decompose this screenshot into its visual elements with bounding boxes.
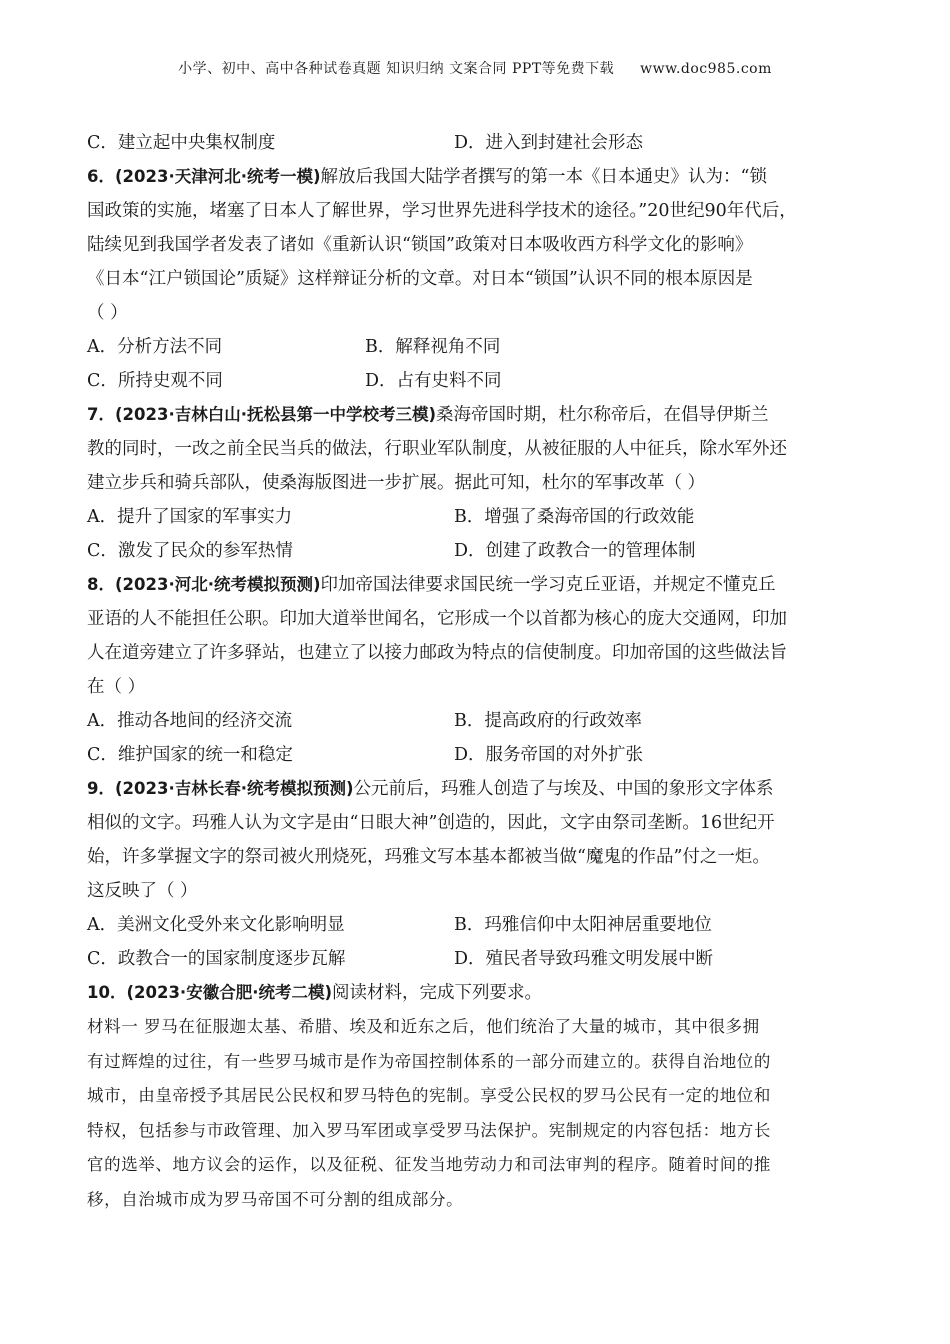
question-10 — [87, 976, 877, 1217]
option-c[interactable]: C．建立起中央集权制度 — [87, 133, 276, 153]
option-d[interactable]: D．创建了政教合一的管理体制 — [454, 541, 696, 561]
question-7 — [87, 398, 877, 568]
material-line: 特权，包括参与市政管理、加入罗马军团或享受罗马法保护。宪制规定的内容包括：地方长 — [87, 1120, 771, 1140]
question-line — [87, 398, 877, 432]
option-c[interactable]: C．政教合一的国家制度逐步瓦解 — [87, 949, 346, 969]
question-line — [87, 568, 877, 602]
question-line — [87, 976, 877, 1010]
option-b[interactable]: B．解释视角不同 — [365, 337, 501, 357]
exam-content — [87, 126, 877, 1217]
question-line: 这反映了（ ） — [87, 881, 198, 901]
question-9 — [87, 772, 877, 976]
question-line: 在（ ） — [87, 677, 146, 697]
header-site-link[interactable]: www.doc985.com — [640, 61, 772, 77]
option-row — [87, 738, 877, 772]
option-b[interactable]: B．提高政府的行政效率 — [454, 711, 642, 731]
question-source: 9．(2023·吉林长春·统考模拟预测) — [87, 779, 354, 798]
option-b[interactable]: B．玛雅信仰中太阳神居重要地位 — [454, 915, 712, 935]
page-header — [0, 58, 950, 78]
question-line: 国政策的实施，堵塞了日本人了解世界，学习世界先进科学技术的途径。”20世纪90年代后， — [87, 201, 797, 221]
material-line: 官的选举、地方议会的运作，以及征税、征发当地劳动力和司法审判的程序。随着时间的推 — [87, 1155, 771, 1174]
option-row — [87, 534, 877, 568]
question-line: 人在道旁建立了许多驿站，也建立了以接力邮政为特点的信使制度。印加帝国的这些做法旨 — [87, 643, 787, 663]
question-source: 6．(2023·天津河北·统考一模) — [87, 167, 321, 186]
option-row — [87, 126, 877, 160]
option-a[interactable]: A．美洲文化受外来文化影响明显 — [87, 915, 345, 935]
option-c[interactable]: C．所持史观不同 — [87, 371, 223, 391]
question-line: 《日本“江户锁国论”质疑》这样辩证分析的文章。对日本“锁国”认识不同的根本原因是 — [87, 269, 753, 289]
question-line: 始，许多掌握文字的祭司被火刑烧死，玛雅文写本基本都被当做“魔鬼的作品”付之一炬。 — [87, 847, 770, 867]
question-line — [87, 772, 877, 806]
material-line: 有过辉煌的过往，有一些罗马城市是作为帝国控制体系的一部分而建立的。获得自治地位的 — [87, 1051, 771, 1071]
option-d[interactable]: D．殖民者导致玛雅文明发展中断 — [454, 949, 714, 969]
question-stem: 公元前后，玛雅人创造了与埃及、中国的象形文字体系 — [353, 779, 774, 799]
option-row — [87, 500, 877, 534]
material-line: 材料一 罗马在征服迦太基、希腊、埃及和近东之后，他们统治了大量的城市，其中很多拥 — [87, 1017, 760, 1036]
question-line: 相似的文字。玛雅人认为文字是由“日眼大神”创造的，因此，文字由祭司垄断。16世纪开 — [87, 813, 775, 833]
question-line: 建立步兵和骑兵部队，使桑海版图进一步扩展。据此可知，杜尔的军事改革（ ） — [87, 473, 706, 493]
material-line: 移，自治城市成为罗马帝国不可分割的组成部分。 — [87, 1189, 464, 1209]
question-6 — [87, 160, 877, 398]
option-row — [87, 330, 877, 364]
question-line: 教的同时，一改之前全民当兵的做法，行职业军队制度，从被征服的人中征兵，除水军外还 — [87, 439, 787, 459]
material-block — [87, 1010, 877, 1217]
option-c[interactable]: C．激发了民众的参军热情 — [87, 541, 293, 561]
question-stem: 阅读材料，完成下列要求。 — [332, 983, 543, 1003]
question-line: 陆续见到我国学者发表了诸如《重新认识“锁国”政策对日本吸收西方科学文化的影响》 — [87, 235, 753, 255]
option-b[interactable]: B．增强了桑海帝国的行政效能 — [454, 507, 695, 527]
question-line — [87, 160, 877, 194]
option-d[interactable]: D．服务帝国的对外扩张 — [454, 745, 644, 765]
question-source: 8．(2023·河北·统考模拟预测) — [87, 575, 321, 594]
option-row — [87, 942, 877, 976]
option-d[interactable]: D．占有史料不同 — [365, 371, 502, 391]
question-source: 10．(2023·安徽合肥·统考二模) — [87, 983, 333, 1002]
option-row — [87, 704, 877, 738]
material-line: 城市，由皇帝授予其居民公民权和罗马特色的宪制。享受公民权的罗马公民有一定的地位和 — [87, 1086, 771, 1105]
option-row — [87, 364, 877, 398]
question-line: （ ） — [87, 303, 128, 323]
question-8 — [87, 568, 877, 772]
option-a[interactable]: A．提升了国家的军事实力 — [87, 507, 293, 527]
question-stem: 桑海帝国时期，杜尔称帝后，在倡导伊斯兰 — [436, 405, 769, 425]
option-a[interactable]: A．推动各地间的经济交流 — [87, 711, 293, 731]
option-d[interactable]: D．进入到封建社会形态 — [454, 133, 644, 153]
option-a[interactable]: A．分析方法不同 — [87, 337, 223, 357]
question-line: 亚语的人不能担任公职。印加大道举世闻名，它形成一个以首都为核心的庞大交通网，印加 — [87, 609, 787, 629]
question-source: 7．(2023·吉林白山·抚松县第一中学校考三模) — [87, 405, 437, 424]
header-text: 小学、初中、高中各种试卷真题 知识归纳 文案合同 PPT等免费下载 — [178, 61, 615, 77]
option-c[interactable]: C．维护国家的统一和稳定 — [87, 745, 293, 765]
question-stem: 解放后我国大陆学者撰写的第一本《日本通史》认为：“锁 — [320, 167, 767, 187]
option-row — [87, 908, 877, 942]
question-stem: 印加帝国法律要求国民统一学习克丘亚语，并规定不懂克丘 — [320, 575, 776, 595]
